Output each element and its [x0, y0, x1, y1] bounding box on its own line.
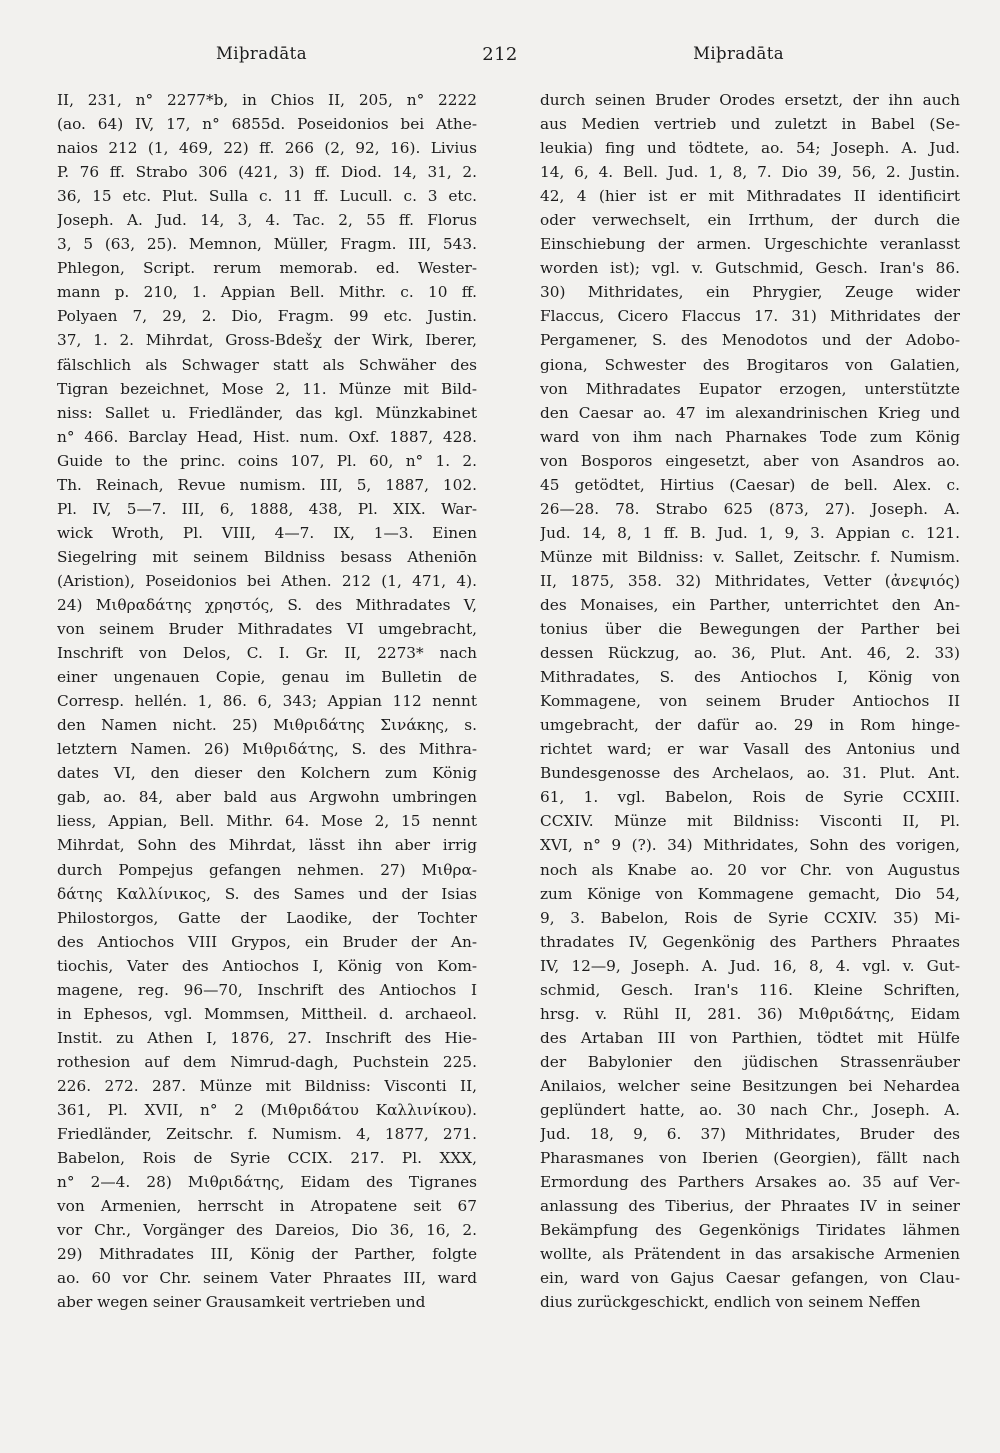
text-line: liess, Appian, Bell. Mithr. 64. Mose 2, 15 nennt — [57, 812, 477, 831]
text-line: 14, 6, 4. Bell. Jud. 1, 8, 7. Dio 39, 56, 2. Justin. — [540, 163, 960, 182]
text-line: n° 466. Barclay Head, Hist. num. Oxf. 1887, 428. — [57, 427, 477, 446]
text-line: niss: Sallet u. Friedländer, das kgl. Münzkabinet — [57, 403, 477, 422]
text-line: Guide to the princ. coins 107, Pl. 60, n° 1. 2. — [57, 451, 477, 470]
text-line: P. 76 ff. Strabo 306 (421, 3) ff. Diod. 14, 31, 2. — [57, 163, 477, 182]
text-line: Inschrift von Delos, C. I. Gr. II, 2273* nach — [57, 644, 477, 663]
text-line: den Namen nicht. 25) Μιθριδάτης Σινάκης, s. — [57, 716, 477, 735]
text-line: magene, reg. 96—70, Inschrift des Antiochos I — [57, 980, 477, 999]
text-line: Mithradates, S. des Antiochos I, König von — [540, 668, 960, 687]
text-line: Th. Reinach, Revue numism. III, 5, 1887, 102. — [57, 475, 477, 494]
text-line: Tigran bezeichnet, Mose 2, 11. Münze mit Bild- — [57, 379, 477, 398]
text-line: Münze mit Bildniss: v. Sallet, Zeitschr. f. Numism. — [540, 547, 960, 566]
text-line: 42, 4 (hier ist er mit Mithradates II identificirt — [540, 187, 960, 206]
text-line: 36, 15 etc. Plut. Sulla c. 11 ff. Lucull. c. 3 etc. — [57, 187, 477, 206]
text-line: n° 2—4. 28) Μιθριδάτης, Eidam des Tigranes — [57, 1173, 477, 1192]
text-line: dates VI, den dieser den Kolchern zum König — [57, 764, 477, 783]
text-line: δάτης Καλλίνικος, S. des Sames und der Isias — [57, 884, 477, 903]
text-line: tonius über die Bewegungen der Parther bei — [540, 620, 960, 639]
text-line: IV, 12—9, Joseph. A. Jud. 16, 8, 4. vgl. v. Gut- — [540, 956, 960, 975]
text-line: (ao. 64) IV, 17, n° 6855d. Poseidonios bei Athe- — [57, 115, 477, 134]
header-right-title: Miþradāta — [693, 44, 784, 63]
text-line: durch Pompejus gefangen nehmen. 27) Μιθρα- — [57, 860, 477, 879]
text-line: 29) Mithradates III, König der Parther, folgte — [57, 1245, 477, 1264]
text-line: Bundesgenosse des Archelaos, ao. 31. Plut. Ant. — [540, 764, 960, 783]
text-line: Kommagene, von seinem Bruder Antiochos II — [540, 692, 960, 711]
text-line: tiochis, Vater des Antiochos I, König von Kom- — [57, 956, 477, 975]
header-left-title: Miþradāta — [216, 44, 307, 63]
text-line: ao. 60 vor Chr. seinem Vater Phraates III, ward — [57, 1269, 477, 1288]
text-line: Einschiebung der armen. Urgeschichte veranlasst — [540, 235, 960, 254]
text-line: vor Chr., Vorgänger des Dareios, Dio 36, 16, 2. — [57, 1221, 477, 1240]
text-line: gab, ao. 84, aber bald aus Argwohn umbringen — [57, 788, 477, 807]
text-line: 3, 5 (63, 25). Memnon, Müller, Fragm. III, 543. — [57, 235, 477, 254]
text-line: von Mithradates Eupator erzogen, unterstützte — [540, 379, 960, 398]
text-line: 61, 1. vgl. Babelon, Rois de Syrie CCXIII. — [540, 788, 960, 807]
text-line: naios 212 (1, 469, 22) ff. 266 (2, 92, 16). Livius — [57, 139, 477, 158]
text-line: durch seinen Bruder Orodes ersetzt, der ihn auch — [540, 91, 960, 109]
text-line: Joseph. A. Jud. 14, 3, 4. Tac. 2, 55 ff. Florus — [57, 211, 477, 230]
text-line: 26—28. 78. Strabo 625 (873, 27). Joseph. A. — [540, 499, 960, 518]
text-line: den Caesar ao. 47 im alexandrinischen Krieg und — [540, 403, 960, 422]
text-line: Mihrdat, Sohn des Mihrdat, lässt ihn aber irrig — [57, 836, 477, 855]
text-line: rothesion auf dem Nimrud-dagh, Puchstein 225. — [57, 1052, 477, 1071]
text-line: oder verwechselt, ein Irrthum, der durch die — [540, 211, 960, 230]
text-line: Pl. IV, 5—7. III, 6, 1888, 438, Pl. XIX. War- — [57, 499, 477, 518]
page-number: 212 — [482, 44, 518, 65]
text-line: Jud. 14, 8, 1 ff. B. Jud. 1, 9, 3. Appian c. 121. — [540, 523, 960, 542]
text-line: 24) Μιθραδάτης χρηστός, S. des Mithradates V, — [57, 595, 477, 614]
text-line: einer ungenauen Copie, genau im Bulletin de — [57, 668, 477, 687]
text-line: Pergamener, S. des Menodotos und der Adobo- — [540, 331, 960, 350]
text-line: in Ephesos, vgl. Mommsen, Mittheil. d. archaeol. — [57, 1004, 477, 1023]
text-line: Flaccus, Cicero Flaccus 17. 31) Mithridates der — [540, 307, 960, 326]
text-line: anlassung des Tiberius, der Phraates IV in seiner — [540, 1197, 960, 1216]
text-line: ward von ihm nach Pharnakes Tode zum König — [540, 427, 960, 446]
text-line: des Artaban III von Parthien, tödtet mit Hülfe — [540, 1028, 960, 1047]
text-line: des Monaises, ein Parther, unterrichtet den An- — [540, 595, 960, 614]
text-line: Friedländer, Zeitschr. f. Numism. 4, 1877, 271. — [57, 1125, 477, 1144]
text-line: XVI, n° 9 (?). 34) Mithridates, Sohn des vorigen, — [540, 836, 960, 855]
text-line: aus Medien vertrieb und zuletzt in Babel (Se- — [540, 115, 960, 134]
text-line: II, 1875, 358. 32) Mithridates, Vetter (ἀνεψιός) — [540, 571, 960, 590]
text-line: 37, 1. 2. Mihrdat, Gross-Bdešχ der Wirk, Iberer, — [57, 331, 477, 350]
text-line: thradates IV, Gegenkönig des Parthers Phraates — [540, 932, 960, 951]
text-line: Siegelring mit seinem Bildniss besass Atheniōn — [57, 547, 477, 566]
text-line: der Babylonier den jüdischen Strassenräuber — [540, 1052, 960, 1071]
text-line: 45 getödtet, Hirtius (Caesar) de bell. Alex. c. — [540, 475, 960, 494]
text-line: umgebracht, der dafür ao. 29 in Rom hinge- — [540, 716, 960, 735]
text-line: Philostorgos, Gatte der Laodike, der Tochter — [57, 908, 477, 927]
text-line: mann p. 210, 1. Appian Bell. Mithr. c. 10 ff. — [57, 283, 477, 302]
text-line: ein, ward von Gajus Caesar gefangen, von Clau- — [540, 1269, 960, 1288]
text-line: Phlegon, Script. rerum memorab. ed. Wester- — [57, 259, 477, 278]
text-line: Corresp. hellén. 1, 86. 6, 343; Appian 112 nennt — [57, 692, 477, 711]
text-line: 226. 272. 287. Münze mit Bildniss: Visconti II, — [57, 1076, 477, 1095]
text-line: wollte, als Prätendent in das arsakische Armenien — [540, 1245, 960, 1264]
right-column — [540, 88, 960, 1314]
text-line: worden ist); vgl. v. Gutschmid, Gesch. Iran's 86. — [540, 259, 960, 278]
text-line: des Antiochos VIII Grypos, ein Bruder der An- — [57, 932, 477, 951]
text-line: aber wegen seiner Grausamkeit vertrieben und — [57, 1293, 426, 1312]
text-line: 361, Pl. XVII, n° 2 (Μιθριδάτου Καλλινίκου). — [57, 1100, 477, 1119]
text-line: von Armenien, herrscht in Atropatene seit 67 — [57, 1197, 477, 1216]
text-line: Anilaios, welcher seine Besitzungen bei Nehardea — [540, 1076, 960, 1095]
text-line: II, 231, n° 2277*b, in Chios II, 205, n° 2222 — [57, 91, 477, 109]
text-line: von seinem Bruder Mithradates VI umgebracht, — [57, 620, 477, 639]
text-line: Polyaen 7, 29, 2. Dio, Fragm. 99 etc. Justin. — [57, 307, 477, 326]
text-line: Jud. 18, 9, 6. 37) Mithridates, Bruder des — [540, 1125, 960, 1144]
text-line: noch als Knabe ao. 20 vor Chr. von Augustus — [540, 860, 960, 879]
text-line: (Aristion), Poseidonios bei Athen. 212 (1, 471, 4). — [57, 571, 477, 590]
text-line: zum Könige von Kommagene gemacht, Dio 54, — [540, 884, 960, 903]
text-line: 30) Mithridates, ein Phrygier, Zeuge wider — [540, 283, 960, 302]
running-header — [56, 44, 944, 74]
text-line: letztern Namen. 26) Μιθριδάτης, S. des Mithra- — [57, 740, 477, 759]
text-line: hrsg. v. Rühl II, 281. 36) Μιθριδάτης, Eidam — [540, 1004, 960, 1023]
text-line: richtet ward; er war Vasall des Antonius und — [540, 740, 960, 759]
text-line: Babelon, Rois de Syrie CCIX. 217. Pl. XXX, — [57, 1149, 477, 1168]
text-line: von Bosporos eingesetzt, aber von Asandros ao. — [540, 451, 960, 470]
text-line: fälschlich als Schwager statt als Schwäher des — [57, 355, 477, 374]
text-line: 9, 3. Babelon, Rois de Syrie CCXIV. 35) Mi- — [540, 908, 960, 927]
text-line: dessen Rückzug, ao. 36, Plut. Ant. 46, 2. 33) — [540, 644, 960, 663]
text-line: schmid, Gesch. Iran's 116. Kleine Schriften, — [540, 980, 960, 999]
text-line: Ermordung des Parthers Arsakes ao. 35 auf Ver- — [540, 1173, 960, 1192]
text-line: geplündert hatte, ao. 30 nach Chr., Joseph. A. — [540, 1100, 960, 1119]
text-line: Instit. zu Athen I, 1876, 27. Inschrift des Hie- — [57, 1028, 477, 1047]
left-column — [57, 88, 477, 1314]
text-line: Pharasmanes von Iberien (Georgien), fällt nach — [540, 1149, 960, 1168]
text-line: dius zurückgeschickt, endlich von seinem Neffen — [540, 1293, 921, 1312]
text-line: giona, Schwester des Brogitaros von Galatien, — [540, 355, 960, 374]
text-line: leukia) fing und tödtete, ao. 54; Joseph. A. Jud. — [540, 139, 960, 158]
text-line: Bekämpfung des Gegenkönigs Tiridates lähmen — [540, 1221, 960, 1240]
text-line: CCXIV. Münze mit Bildniss: Visconti II, Pl. — [540, 812, 960, 831]
text-line: wick Wroth, Pl. VIII, 4—7. IX, 1—3. Einen — [57, 523, 477, 542]
